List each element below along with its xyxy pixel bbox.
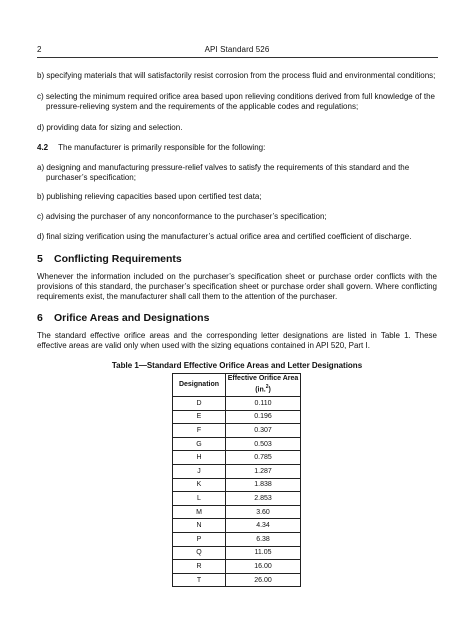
designation-cell: R: [173, 560, 226, 574]
column-header-area-label: Effective Orifice Area: [227, 375, 299, 383]
section-5-body: Whenever the information included on the purchaser’s specification sheet or purchase order conflicts with the provisions of this standard, the purchaser’s specification sheet or purchase order shall govern. Where conflicting requirements exist, the manufacturer shall call them to the attention of the purchaser.: [37, 272, 437, 301]
area-cell: 0.785: [226, 451, 301, 465]
table-row: [173, 560, 301, 574]
designation-cell: J: [173, 464, 226, 478]
section-number: 6: [37, 312, 43, 324]
area-cell: 26.00: [226, 573, 301, 587]
table-row: [173, 437, 301, 451]
table-row: [173, 451, 301, 465]
header-rule: [37, 57, 438, 58]
list-item-b: b) specifying materials that will satisfactorily resist corrosion from the process fluid and environmental conditions;: [37, 71, 436, 80]
section-title: Conflicting Requirements: [54, 253, 182, 265]
section-6-body: The standard effective orifice areas and the corresponding letter designations are listed in Table 1. These effective areas are valid only when used with the sizing equations contained in API 520, Part I.: [37, 331, 437, 350]
table-row: [173, 424, 301, 438]
list-item-a: [37, 163, 437, 183]
area-cell: 0.110: [226, 397, 301, 411]
column-header-area-close: ): [268, 386, 271, 394]
list-item-b2: b) publishing relieving capacities based upon certified test data;: [37, 192, 262, 201]
unit-exponent: 2: [265, 384, 269, 391]
designation-cell: M: [173, 505, 226, 519]
designation-cell: P: [173, 532, 226, 546]
column-header-area: [226, 374, 301, 397]
table-row: [173, 519, 301, 533]
designation-cell: G: [173, 437, 226, 451]
area-cell: 11.05: [226, 546, 301, 560]
list-item-a-line1: a) designing and manufacturing pressure-relief valves to satisfy the requirements of this standard and the: [37, 163, 410, 172]
designation-cell: E: [173, 410, 226, 424]
area-cell: 4.34: [226, 519, 301, 533]
table-row: [173, 464, 301, 478]
table-row: [173, 410, 301, 424]
designation-cell: Q: [173, 546, 226, 560]
table-row: [173, 532, 301, 546]
area-cell: 0.503: [226, 437, 301, 451]
list-item-a-line2: purchaser’s specification;: [46, 173, 136, 182]
area-cell: 1.287: [226, 464, 301, 478]
column-header-area-unit: (in.: [255, 386, 266, 394]
designation-cell: F: [173, 424, 226, 438]
list-item-c-line2: pressure-relieving system and the requirements of the applicable codes and regulations;: [46, 102, 359, 111]
list-item-d: d) providing data for sizing and selection.: [37, 123, 183, 132]
section-heading-5: [37, 253, 182, 265]
list-item-c: [37, 92, 437, 112]
area-cell: 0.196: [226, 410, 301, 424]
designation-cell: T: [173, 573, 226, 587]
area-cell: 1.838: [226, 478, 301, 492]
table-header-row: [173, 374, 301, 397]
orifice-table: [172, 373, 301, 587]
section-number: 5: [37, 253, 43, 265]
table-caption: Table 1—Standard Effective Orifice Areas and Letter Designations: [111, 361, 363, 370]
table-row: [173, 492, 301, 506]
area-cell: 16.00: [226, 560, 301, 574]
page-number: 2: [37, 45, 42, 54]
subclause-number: 4.2: [37, 143, 49, 152]
list-item-d2: d) final sizing verification using the manufacturer’s actual orifice area and certified coefficient of discharge.: [37, 232, 412, 241]
table-row: [173, 397, 301, 411]
table-row: [173, 546, 301, 560]
list-item-c-line1: c) selecting the minimum required orifice area based upon relieving conditions derived from full knowledge of the: [37, 92, 435, 101]
table-row: [173, 505, 301, 519]
area-cell: 3.60: [226, 505, 301, 519]
area-cell: 2.853: [226, 492, 301, 506]
section-title: Orifice Areas and Designations: [54, 312, 210, 324]
area-cell: 0.307: [226, 424, 301, 438]
designation-cell: L: [173, 492, 226, 506]
column-header-designation: Designation: [173, 374, 226, 397]
table-row: [173, 573, 301, 587]
area-cell: 6.38: [226, 532, 301, 546]
running-header: API Standard 526: [204, 45, 270, 54]
margin-watermark: [454, 470, 460, 550]
list-item-c2: c) advising the purchaser of any nonconformance to the purchaser’s specification;: [37, 212, 327, 221]
table-row: [173, 478, 301, 492]
section-heading-6: [37, 312, 209, 324]
designation-cell: D: [173, 397, 226, 411]
subclause-4-2: [37, 143, 437, 153]
designation-cell: N: [173, 519, 226, 533]
designation-cell: H: [173, 451, 226, 465]
subclause-text: The manufacturer is primarily responsible for the following:: [58, 143, 266, 152]
designation-cell: K: [173, 478, 226, 492]
